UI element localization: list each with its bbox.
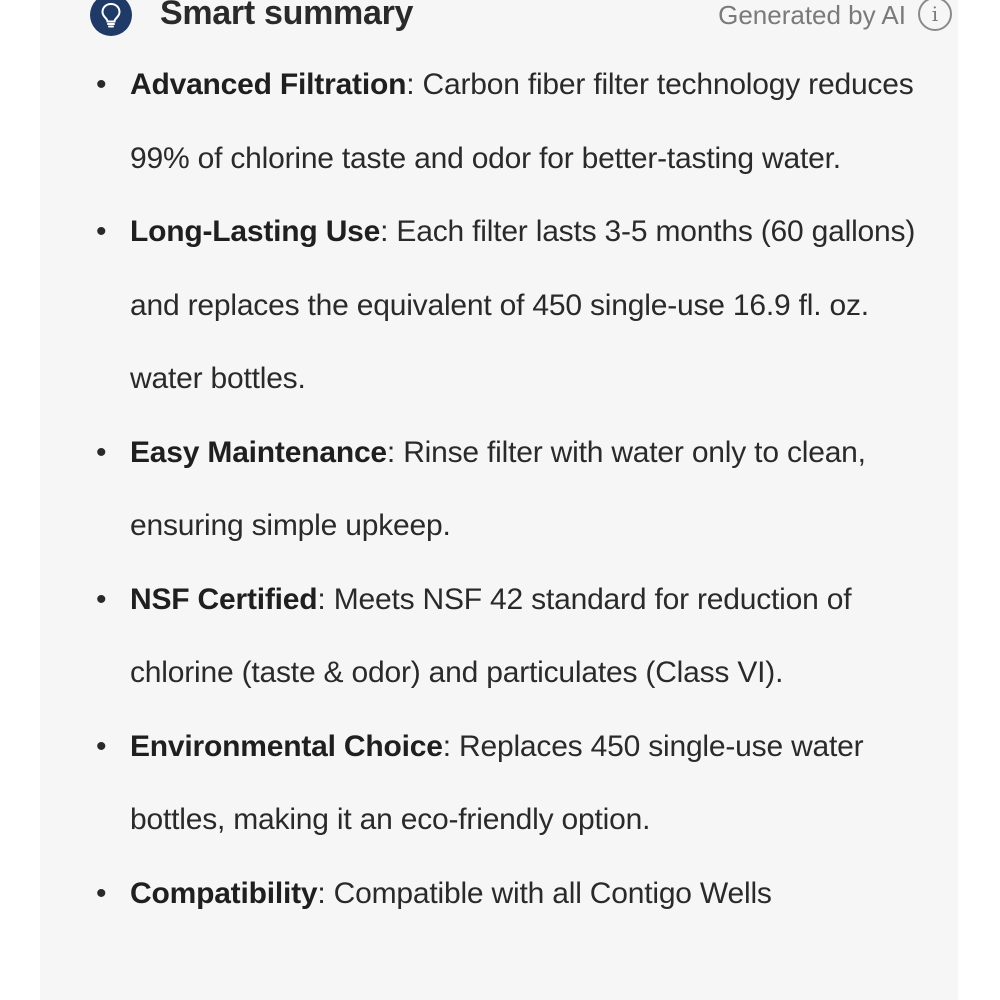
summary-item-term: Compatibility [130, 876, 318, 910]
lightbulb-glyph [99, 2, 123, 28]
summary-title: Smart summary [160, 0, 414, 32]
summary-list [90, 48, 930, 930]
bullet-icon: • [96, 582, 107, 616]
bullet-icon: • [96, 876, 107, 910]
bullet-icon: • [96, 435, 107, 469]
summary-item-advanced-filtration [90, 48, 930, 195]
lightbulb-icon [90, 0, 132, 36]
summary-item-term: Easy Maintenance [130, 435, 387, 469]
bullet-icon: • [96, 215, 107, 248]
summary-item-term: Advanced Filtration [130, 68, 407, 101]
smart-summary-card [40, 0, 958, 1000]
info-icon[interactable]: i [918, 0, 952, 31]
summary-item-text: : Meets NSF 42 standard for reduction of chlorine (taste & odor) and particulates (Class VI). [130, 582, 852, 689]
summary-item-text: : Carbon fiber filter technology reduces 99% of chlorine taste and odor for better-tasting water. [130, 68, 914, 175]
bullet-icon: • [96, 68, 107, 101]
summary-item-text: : Each filter lasts 3-5 months (60 gallons) and replaces the equivalent of 450 single-use 16.9 fl. oz. water bottles. [130, 215, 916, 395]
summary-item-term: Long-Lasting Use [130, 215, 381, 248]
summary-item-term: Environmental Choice [130, 729, 443, 763]
summary-item-text: : Compatible with all Contigo Wells [317, 876, 772, 910]
summary-item-environmental-choice [90, 710, 930, 857]
summary-item-text: : Rinse filter with water only to clean, ensuring simple upkeep. [130, 435, 866, 542]
summary-item-nsf-certified [90, 563, 930, 710]
summary-item-text: : Replaces 450 single-use water bottles, making it an eco-friendly option. [130, 729, 864, 836]
summary-item-easy-maintenance [90, 416, 930, 563]
summary-item-long-lasting-use [90, 195, 930, 416]
summary-item-term: NSF Certified [130, 582, 318, 616]
summary-header [90, 0, 958, 36]
summary-item-compatibility [90, 857, 930, 931]
generated-by-ai-label: Generated by AI [718, 0, 906, 30]
bullet-icon: • [96, 729, 107, 763]
